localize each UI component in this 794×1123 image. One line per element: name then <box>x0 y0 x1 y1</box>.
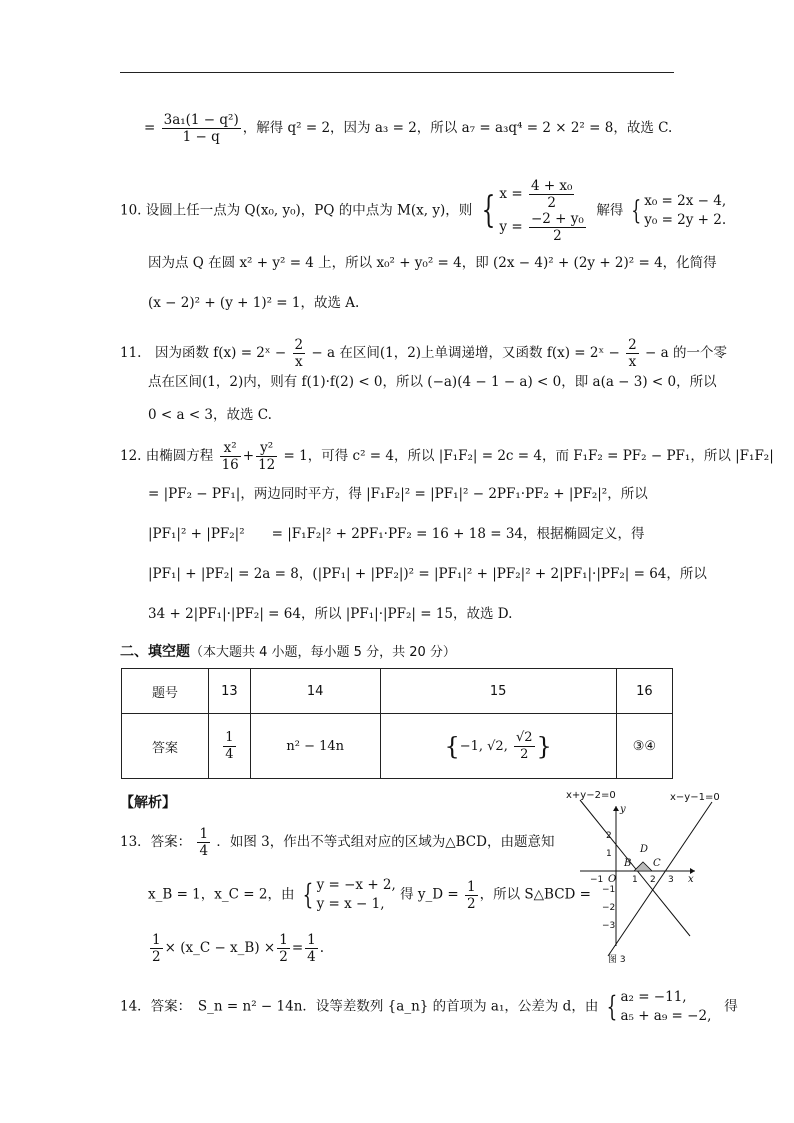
answer-13: $\frac{1}{4}$ <box>209 714 251 779</box>
q11-line2: 点在区间(1，2)内，则有 f(1)·f(2) < 0，所以 (−a)(4 − 1 − a) < 0，即 a(a − 3) < 0，所以 <box>148 374 717 390</box>
region-figure <box>560 786 730 966</box>
analysis-heading: 【解析】 <box>120 795 176 811</box>
q11-line1: 11. 因为函数 f(x) = 2ˣ − $\frac{2}{x}$ − a 在区间(1，2)上单调递增，又函数 f(x) = 2ˣ − $\frac{2}{x}$ − a 的一个零 <box>120 337 727 370</box>
section-heading: 二、填空题（本大题共 4 小题，每小题 5 分，共 20 分） <box>120 644 456 660</box>
q11-line3: 0 < a < 3，故选 C. <box>148 407 272 423</box>
svg-text:1: 1 <box>606 849 612 859</box>
svg-text:−1: −1 <box>602 885 616 895</box>
svg-text:x: x <box>688 874 694 885</box>
line-label-2: x−y−1=0 <box>670 792 720 803</box>
svg-text:O: O <box>608 874 617 885</box>
q13-line1: 13．答案： $\frac{1}{4}$ ．如图 3，作出不等式组对应的区域为△BCD，由题意知 <box>120 826 555 859</box>
q10-line2: 因为点 Q 在圆 x² + y² = 4 上，所以 x₀² + y₀² = 4，即 (2x − 4)² + (2y + 2)² = 4，化简得 <box>148 255 717 271</box>
q12-line5: 34 + 2|PF₁|·|PF₂| = 64，所以 |PF₁|·|PF₂| = 15，故选 D. <box>148 606 513 622</box>
svg-text:1: 1 <box>632 875 638 885</box>
fraction: $\frac{\text{3a₁(1 − q²)}}{1 - q}$ <box>163 112 239 145</box>
answer-14: n² − 14n <box>250 714 380 779</box>
svg-text:3: 3 <box>668 875 674 885</box>
q14-line1: 14．答案： S_n = n² − 14n．设等差数列 {a_n} 的首项为 a₁，公差为 d，由 { a₂ = −11, a₅ + a₉ = −2, 得 <box>120 989 738 1024</box>
answer-15: {−1, √2, $\frac{√2}{2}$ } <box>380 714 616 779</box>
svg-text:D: D <box>640 844 649 855</box>
table-row: 题号 13 14 15 16 <box>122 669 673 714</box>
svg-text:2: 2 <box>606 831 612 841</box>
line-label-1: x+y−2=0 <box>566 790 616 801</box>
figure-caption: 图 3 <box>608 955 626 965</box>
svg-text:−1: −1 <box>590 875 604 885</box>
answer-table <box>121 668 673 779</box>
svg-text:−3: −3 <box>602 921 616 931</box>
midpoint-system: x = $\frac{\text{4 + x₀}}{2}$ y = $\frac{\text{−2 + y₀}}{2}$ <box>499 178 584 244</box>
solved-system: x₀ = 2x − 4, y₀ = 2y + 2. <box>644 193 727 228</box>
svg-text:B: B <box>624 858 632 869</box>
svg-text:y: y <box>620 804 626 815</box>
q13-line2: x_B = 1，x_C = 2，由 { y = −x + 2, y = x − 1, 得 y_D = $\frac{1}{2}$ ，所以 S△BCD = <box>148 877 591 912</box>
table-row: 答案 $\frac{1}{4}$ n² − 14n {−1, √2, $\frac{√2}{2}$ } ③④ <box>122 714 673 779</box>
q10-line3: (x − 2)² + (y + 1)² = 1，故选 A. <box>148 295 360 311</box>
header-rule <box>120 72 674 73</box>
answer-16: ③④ <box>616 714 672 779</box>
line-x-minus-y <box>608 802 712 956</box>
q12-line4: |PF₁| + |PF₂| = 2a = 8，(|PF₁| + |PF₂|)² = |PF₁|² + |PF₂|² + 2|PF₁|·|PF₂| = 64，所以 <box>148 566 707 582</box>
q12-line1: 12. 由椭圆方程 $\frac{\text{x²}}{16}$ + $\frac{\text{y²}}{12}$ = 1，可得 c² = 4，所以 |F₁F₂| = 2c = 4，而 F₁F₂ = PF₂ − PF₁，所以 |F₁F₂| <box>120 440 774 473</box>
region-bcd <box>634 862 652 871</box>
y-arrow-icon <box>613 806 619 811</box>
svg-text:C: C <box>653 858 661 869</box>
q12-line2: = |PF₂ − PF₁|，两边同时平方，得 |F₁F₂|² = |PF₁|² − 2PF₁·PF₂ + |PF₂|²，所以 <box>148 486 648 502</box>
system-brace: { <box>481 190 495 231</box>
q10-line1: 10. 设圆上任一点为 Q(x₀, y₀)，PQ 的中点为 M(x, y)，则 { x = $\frac{\text{4 + x₀}}{2}$ y = $\frac{\text{−2 + y₀}}{2}$ 解得 { x₀ = 2x − 4, y₀ = 2y + 2. <box>120 178 727 244</box>
svg-text:2: 2 <box>650 875 656 885</box>
q12-line3: |PF₁|² + |PF₂|² = |F₁F₂|² + 2PF₁·PF₂ = 16 + 18 = 34，根据椭圆定义，得 <box>148 526 645 542</box>
svg-text:−2: −2 <box>602 903 616 913</box>
q9-conclusion: = $\frac{\text{3a₁(1 − q²)}}{1 - q}$ ，解得 q² = 2，因为 a₃ = 2，所以 a₇ = a₃q⁴ = 2 × 2² = 8，故选 C. <box>144 112 673 145</box>
q13-line3: $\frac{1}{2}$ × (x_C − x_B) × $\frac{1}{2}$ = $\frac{1}{4}$ . <box>152 932 325 965</box>
